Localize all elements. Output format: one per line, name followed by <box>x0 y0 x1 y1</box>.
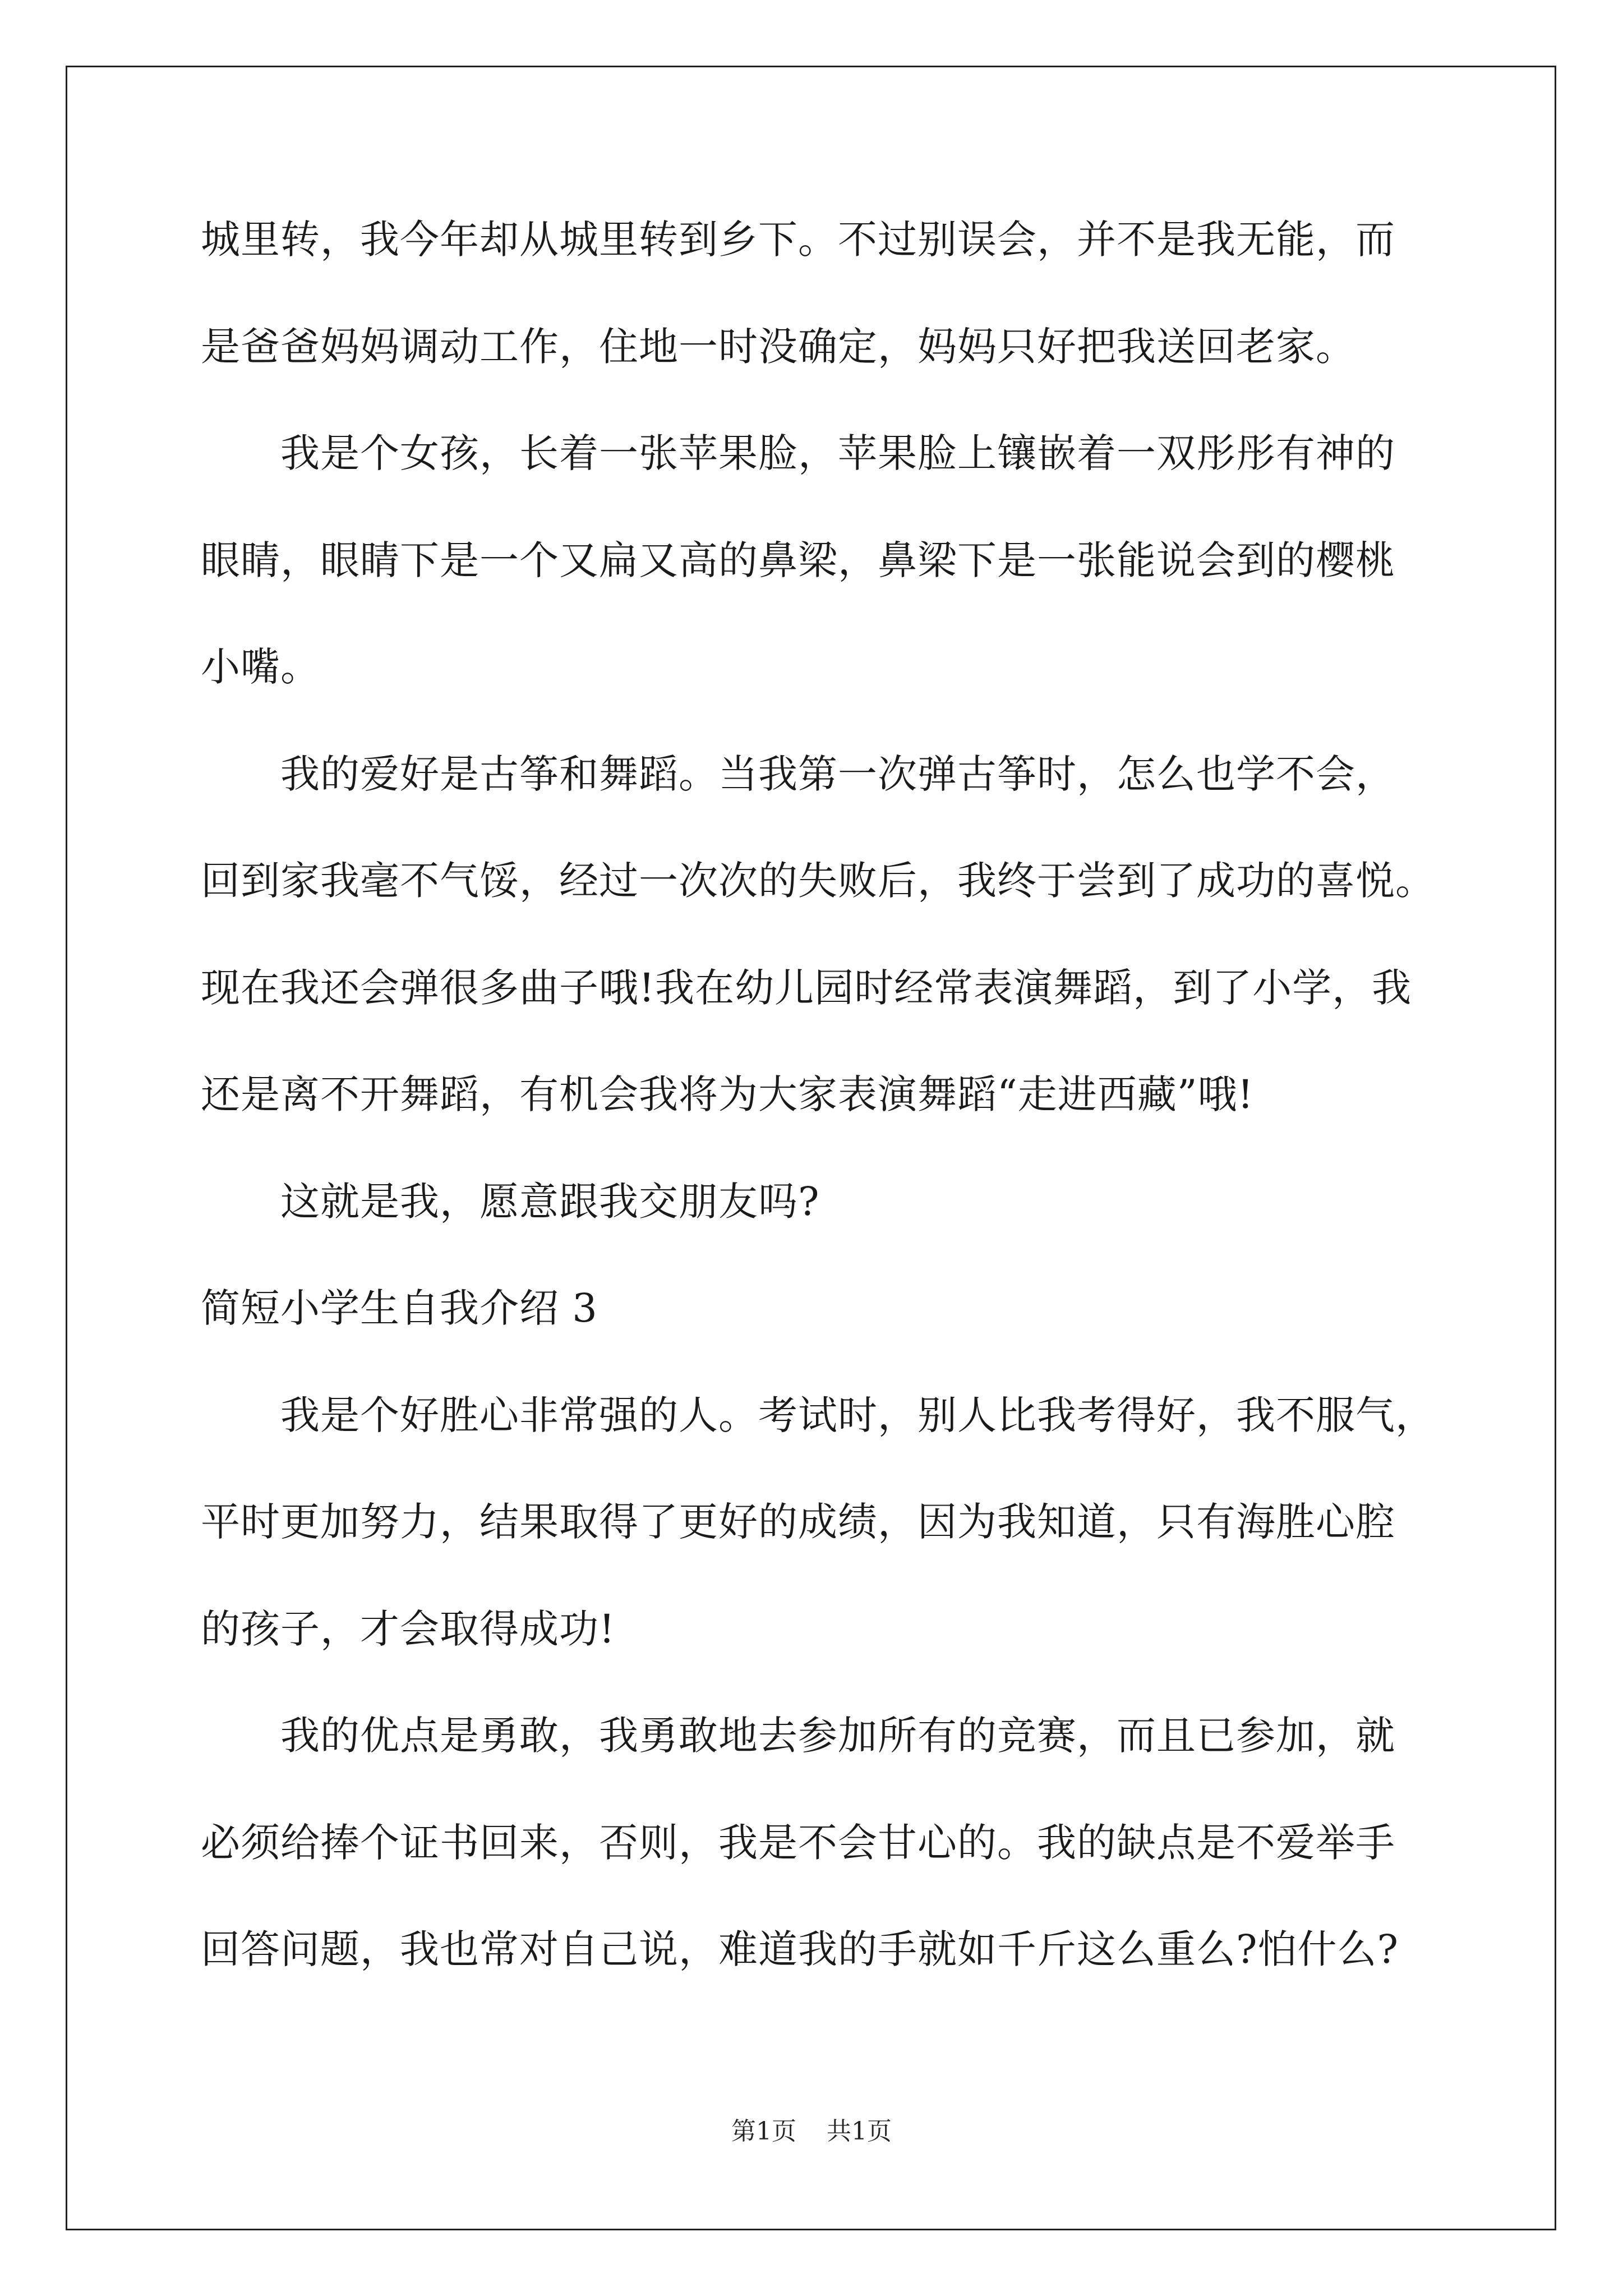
section-heading: 简短小学生自我介绍 3 <box>201 1285 598 1331</box>
paragraph-start: 我的优点是勇敢，我勇敢地去参加所有的竞赛，而且已参加，就 <box>280 1713 1395 1759</box>
paragraph-start: 我的爱好是古筝和舞蹈。当我第一次弹古筝时，怎么也学不会， <box>280 751 1395 797</box>
page-footer <box>0 2119 1623 2144</box>
text-line: 的孩子，才会取得成功! <box>201 1605 616 1652</box>
text-line: 小嘴。 <box>201 644 320 690</box>
text-line: 是爸爸妈妈调动工作，住地一时没确定，妈妈只好把我送回老家。 <box>201 323 1355 370</box>
text-line: 还是离不开舞蹈，有机会我将为大家表演舞蹈“走进西藏”哦! <box>201 1071 1254 1117</box>
document-body <box>201 217 1435 2037</box>
text-line: 现在我还会弹很多曲子哦!我在幼儿园时经常表演舞蹈，到了小学，我 <box>201 964 1412 1011</box>
text-line: 平时更加努力，结果取得了更好的成绩，因为我知道，只有海胜心腔 <box>201 1499 1395 1545</box>
paragraph-start: 我是个女孩，长着一张苹果脸，苹果脸上镶嵌着一双彤彤有神的 <box>280 430 1395 476</box>
paragraph-start: 这就是我，愿意跟我交朋友吗? <box>280 1178 820 1225</box>
page-total: 共1页 <box>827 2117 892 2146</box>
page-number: 第1页 <box>731 2117 796 2146</box>
paragraph-start: 我是个好胜心非常强的人。考试时，别人比我考得好，我不服气， <box>280 1392 1435 1438</box>
text-line: 眼睛，眼睛下是一个又扁又高的鼻梁，鼻梁下是一张能说会到的樱桃 <box>201 537 1395 583</box>
text-line: 城里转，我今年却从城里转到乡下。不过别误会，并不是我无能，而 <box>201 217 1395 263</box>
text-line: 回到家我毫不气馁，经过一次次的失败后，我终于尝到了成功的喜悦。 <box>201 858 1435 904</box>
text-line: 必须给捧个证书回来，否则，我是不会甘心的。我的缺点是不爱举手 <box>201 1819 1395 1866</box>
text-line: 回答问题，我也常对自己说，难道我的手就如千斤这么重么?怕什么? <box>201 1926 1399 1972</box>
